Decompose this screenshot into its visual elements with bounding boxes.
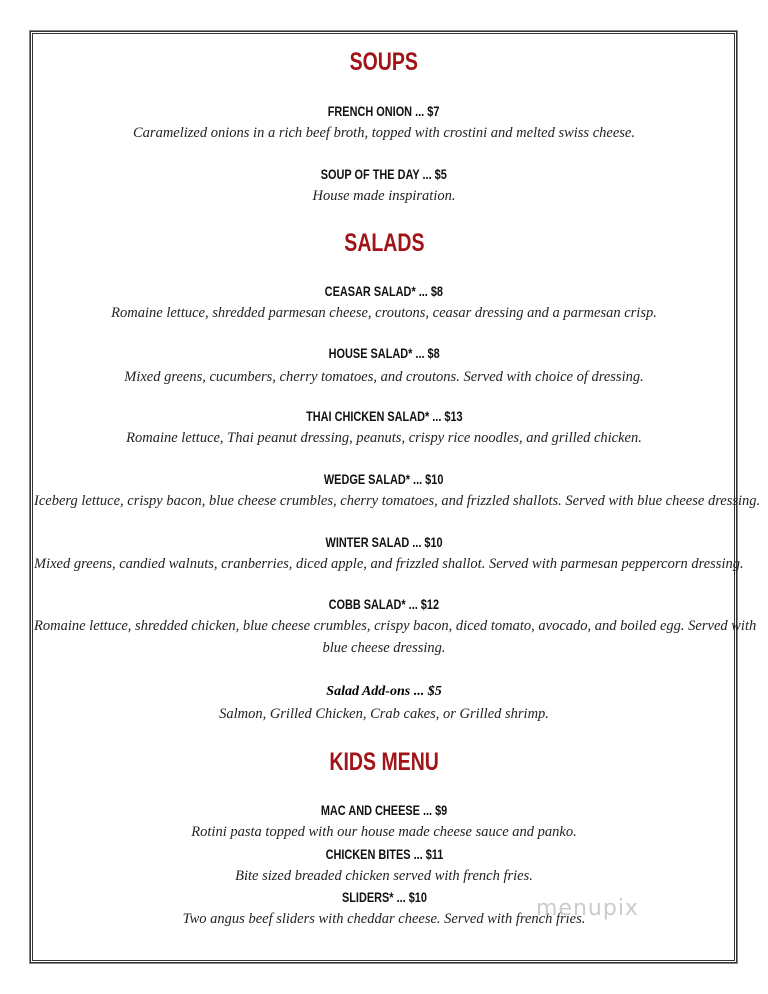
item-description: Two angus beef sliders with cheddar cheese. Served with french fries. (182, 911, 586, 927)
item-description: Bite sized breaded chicken served with french fries. (235, 868, 533, 884)
section-heading-soups: SOUPS (349, 48, 419, 76)
item-description: Romaine lettuce, shredded chicken, blue cheese crumbles, crispy bacon, diced tomato, avocado, and boiled egg. Served with (34, 618, 757, 634)
item-description: Iceberg lettuce, crispy bacon, blue cheese crumbles, cherry tomatoes, and frizzled shallots. Served with blue cheese dressing. (34, 493, 761, 509)
item-title: CEASAR SALAD* ... $8 (324, 283, 444, 299)
item-title: HOUSE SALAD* ... $8 (328, 345, 440, 361)
item-description: Romaine lettuce, Thai peanut dressing, peanuts, crispy rice noodles, and grilled chicken. (126, 430, 642, 446)
item-title: SLIDERS* ... $10 (341, 889, 427, 905)
item-title: MAC AND CHEESE ... $9 (320, 802, 448, 818)
section-heading-kids: KIDS MENU (329, 748, 439, 776)
salad-addons-description: Salmon, Grilled Chicken, Crab cakes, or Grilled shrimp. (219, 706, 549, 722)
item-title: CHICKEN BITES ... $11 (325, 846, 443, 862)
item-title: FRENCH ONION ... $7 (328, 103, 440, 119)
item-description-continued: blue cheese dressing. (322, 640, 446, 656)
watermark: menupix (536, 896, 639, 921)
item-description: Rotini pasta topped with our house made cheese sauce and panko. (191, 824, 577, 840)
item-title: THAI CHICKEN SALAD* ... $13 (305, 408, 463, 424)
item-title: WEDGE SALAD* ... $10 (324, 471, 444, 487)
salad-addons-title: Salad Add-ons ... $5 (326, 684, 442, 699)
item-title: COBB SALAD* ... $12 (328, 596, 440, 612)
item-description: House made inspiration. (312, 188, 456, 204)
item-description: Mixed greens, cucumbers, cherry tomatoes, and croutons. Served with choice of dressing. (124, 369, 644, 385)
item-description: Mixed greens, candied walnuts, cranberries, diced apple, and frizzled shallot. Served with parmesan peppercorn dressing. (34, 556, 744, 572)
item-description: Romaine lettuce, shredded parmesan cheese, croutons, ceasar dressing and a parmesan crisp. (111, 305, 657, 321)
item-title: SOUP OF THE DAY ... $5 (320, 166, 448, 182)
section-heading-salads: SALADS (343, 229, 425, 257)
item-description: Caramelized onions in a rich beef broth, topped with crostini and melted swiss cheese. (133, 125, 635, 141)
item-title: WINTER SALAD ... $10 (325, 534, 443, 550)
